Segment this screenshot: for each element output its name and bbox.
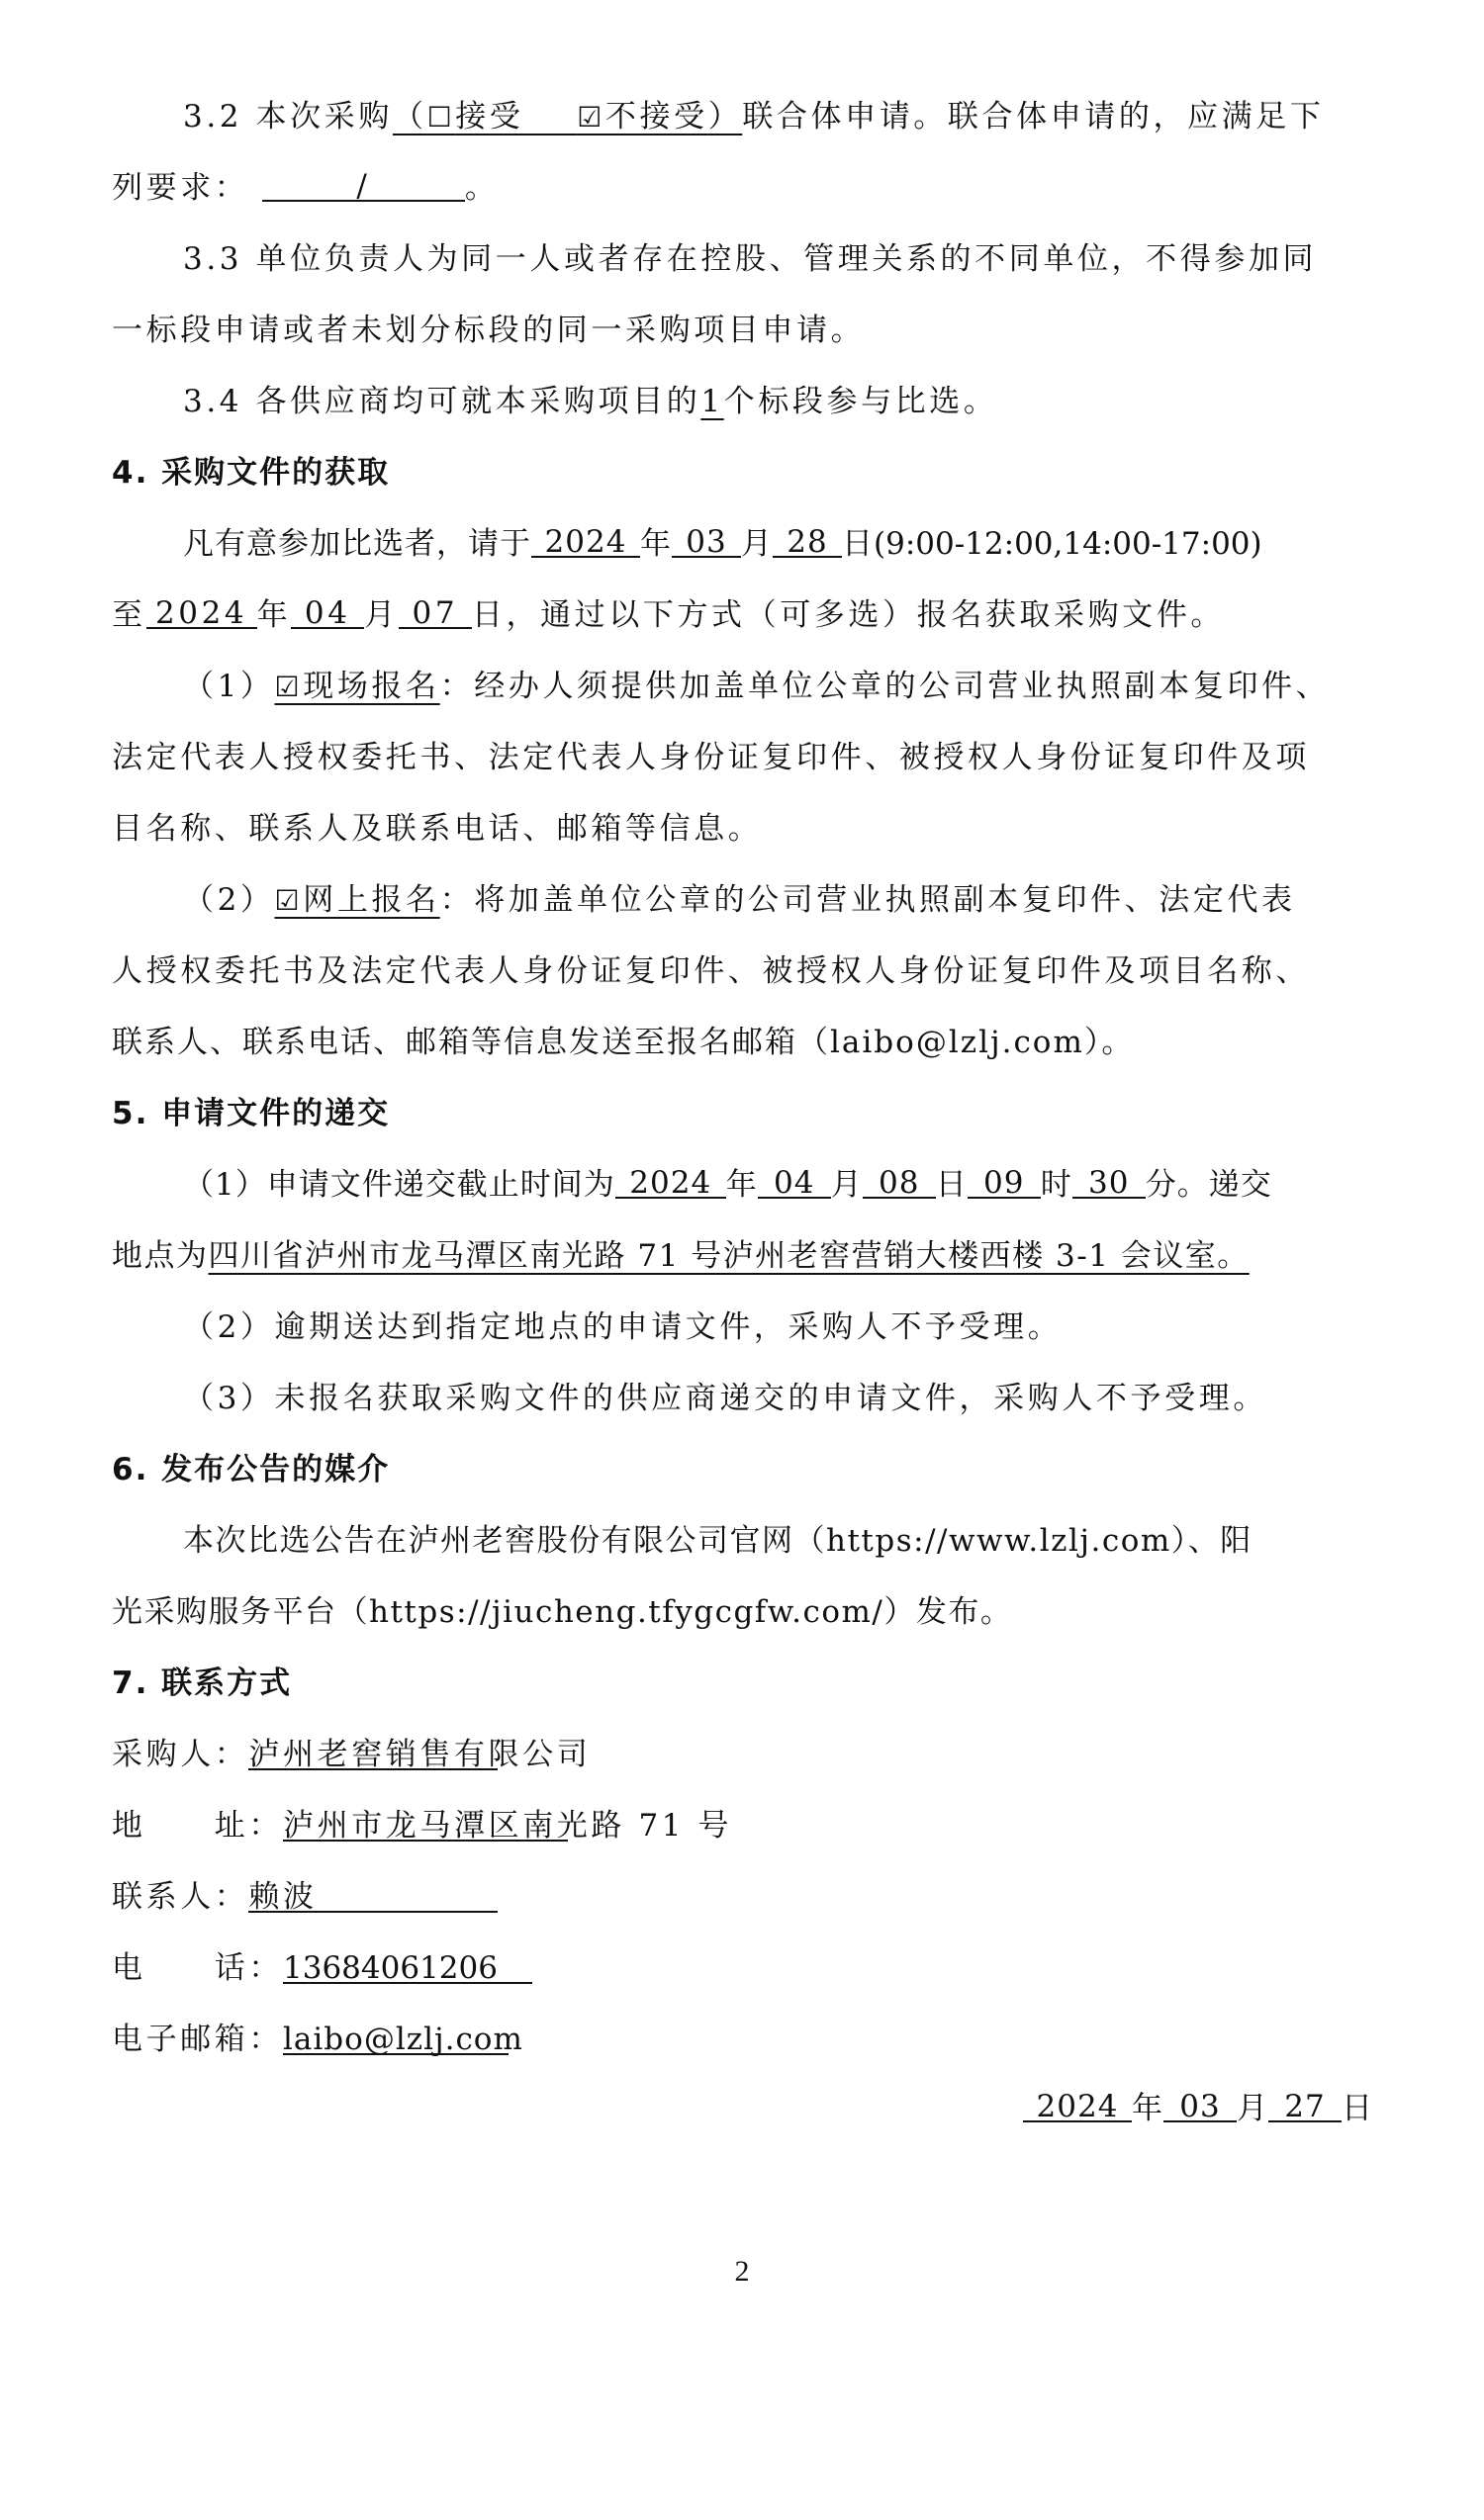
end-year: 2024 [146, 593, 257, 629]
onsite-registration-line2: 法定代表人授权委托书、法定代表人身份证复印件、被授权人身份证复印件及项 [112, 740, 1310, 775]
contact-purchaser [112, 1733, 1373, 1776]
online-registration-line2: 人授权委托书及法定代表人身份证复印件、被授权人身份证复印件及项目名称、 [112, 953, 1310, 989]
onsite-registration-label: 现场报名 [303, 669, 440, 704]
purchaser-label: 采购人： [112, 1737, 249, 1772]
media-line1: 本次比选公告在泸州老窖股份有限公司官网（https://www.lzlj.com）、阳 [183, 1523, 1252, 1559]
contact-person [112, 1875, 1373, 1919]
checked-box-icon: ☑ [577, 101, 605, 134]
start-year: 2024 [531, 522, 640, 558]
page-number: 2 [734, 2255, 750, 2288]
para-3-3-line1: 3.3 单位负责人为同一人或者存在控股、管理关系的不同单位，不得参加同 [183, 241, 1318, 277]
location-line [112, 1234, 1373, 1278]
day-char: 日 [1342, 2091, 1373, 2126]
address-label: 地 址： [112, 1808, 283, 1844]
unregistered-note: （3）未报名获取采购文件的供应商递交的申请文件，采购人不予受理。 [183, 1381, 1267, 1416]
end-month: 04 [291, 593, 364, 629]
section-5-heading: 5. 申请文件的递交 [112, 1096, 391, 1131]
late-submission-note: （2）逾期送达到指定地点的申请文件，采购人不予受理。 [183, 1309, 1063, 1345]
hour-char: 时 [1040, 1167, 1072, 1203]
para-3-3-line2: 一标段申请或者未划分标段的同一采购项目申请。 [112, 313, 866, 348]
intro-prefix: 凡有意参加比选者，请于 [183, 526, 531, 562]
requirements-blank: / [262, 166, 465, 202]
signature-date [1023, 2087, 1373, 2130]
office-hours: (9:00-12:00,14:00-17:00) [874, 526, 1262, 562]
month-char: 月 [364, 597, 399, 633]
para-3-4 [183, 380, 1373, 423]
deadline-year: 2024 [615, 1163, 726, 1199]
phone-label: 电 话： [112, 1950, 283, 1986]
contact-phone [112, 1946, 1373, 1990]
year-char: 年 [725, 1167, 758, 1203]
contact-address [112, 1804, 1373, 1847]
month-char: 月 [741, 526, 773, 562]
option-accept: 接受 [455, 99, 524, 135]
para-3-2-suffix: 联合体申请。联合体申请的，应满足下 [742, 99, 1325, 135]
onsite-registration-line1 [183, 665, 1373, 708]
online-registration-line3: 联系人、联系电话、邮箱等信息发送至报名邮箱（laibo@lzlj.com）。 [112, 1025, 1135, 1060]
online-registration-line1 [183, 878, 1373, 922]
para-3-2-prefix: 3.2 本次采购 [183, 99, 393, 135]
day-char: 日 [471, 597, 507, 633]
year-char: 年 [256, 597, 292, 633]
location-prefix: 地点为 [112, 1238, 209, 1274]
month-char: 月 [830, 1167, 863, 1203]
year-char: 年 [640, 526, 672, 562]
deadline-month: 04 [758, 1163, 831, 1199]
option-2-number: （2） [183, 882, 275, 918]
purchaser-value: 泸州老窖销售有限公司 [248, 1733, 498, 1770]
contact-person-label: 联系人： [112, 1879, 249, 1915]
lot-count: 1 [700, 384, 724, 419]
online-registration-label: 网上报名 [303, 882, 440, 918]
consortium-choice [393, 99, 742, 135]
para-3-2-line1 [183, 95, 1373, 138]
day-char: 日 [842, 526, 874, 562]
end-day: 07 [399, 593, 472, 629]
contact-email [112, 2018, 1373, 2061]
onsite-registration-line3: 目名称、联系人及联系电话、邮箱等信息。 [112, 811, 763, 847]
deadline-day: 08 [863, 1163, 936, 1199]
deadline-hour: 09 [968, 1163, 1041, 1199]
year-char: 年 [1132, 2091, 1163, 2126]
period: 。 [464, 170, 500, 206]
phone-value: 13684061206 [283, 1946, 532, 1984]
sign-month: 03 [1163, 2087, 1237, 2122]
minute-char: 分 [1145, 1167, 1177, 1203]
start-day: 28 [773, 522, 842, 558]
section-6-heading: 6. 发布公告的媒介 [112, 1452, 391, 1487]
onsite-registration-text: ：经办人须提供加盖单位公章的公司营业执照副本复印件、 [439, 669, 1331, 704]
deadline-minute: 30 [1072, 1163, 1146, 1199]
email-label: 电子邮箱： [112, 2022, 283, 2057]
media-line2: 光采购服务平台（https://jiucheng.tfygcgfw.com/）发布。 [112, 1594, 1013, 1630]
submission-location: 四川省泸州市龙马潭区南光路 71 号泸州老窖营销大楼西楼 3-1 会议室。 [208, 1238, 1250, 1274]
onsite-registration-option [275, 669, 440, 704]
para-3-2-line2 [112, 166, 1373, 210]
start-month: 03 [672, 522, 741, 558]
checked-box-icon: ☑ [274, 671, 304, 703]
deadline-suffix: 。递交 [1176, 1167, 1272, 1203]
month-char: 月 [1237, 2091, 1268, 2126]
to-char: 至 [112, 597, 146, 633]
address-value: 泸州市龙马潭区南光路 71 号 [283, 1804, 568, 1842]
option-not-accept: 不接受 [604, 99, 708, 135]
deadline-line [183, 1163, 1373, 1207]
section-7-heading: 7. 联系方式 [112, 1665, 293, 1701]
requirements-label: 列要求： [112, 170, 249, 206]
para-3-4-suffix: 个标段参与比选。 [723, 384, 998, 419]
sign-year: 2024 [1023, 2087, 1132, 2122]
acquisition-period-line2 [112, 593, 1373, 637]
paren-open: （ [392, 99, 427, 135]
paren-close: ） [707, 99, 743, 135]
online-registration-text: ：将加盖单位公章的公司营业执照副本复印件、法定代表 [439, 882, 1296, 918]
checked-box-icon: ☑ [274, 884, 304, 917]
contact-person-value: 赖波 [248, 1875, 498, 1913]
online-registration-option [275, 882, 440, 918]
sign-day: 27 [1268, 2087, 1342, 2122]
intro-suffix: ，通过以下方式（可多选）报名获取采购文件。 [506, 597, 1226, 633]
section-4-heading: 4. 采购文件的获取 [112, 455, 391, 491]
email-value: laibo@lzlj.com [283, 2018, 509, 2055]
deadline-prefix: （1）申请文件递交截止时间为 [183, 1167, 615, 1203]
option-1-number: （1） [183, 669, 275, 704]
day-char: 日 [935, 1167, 968, 1203]
unchecked-box-icon: ☐ [426, 101, 456, 134]
para-3-4-prefix: 3.4 各供应商均可就本采购项目的 [183, 384, 701, 419]
acquisition-period-line1 [183, 522, 1373, 566]
